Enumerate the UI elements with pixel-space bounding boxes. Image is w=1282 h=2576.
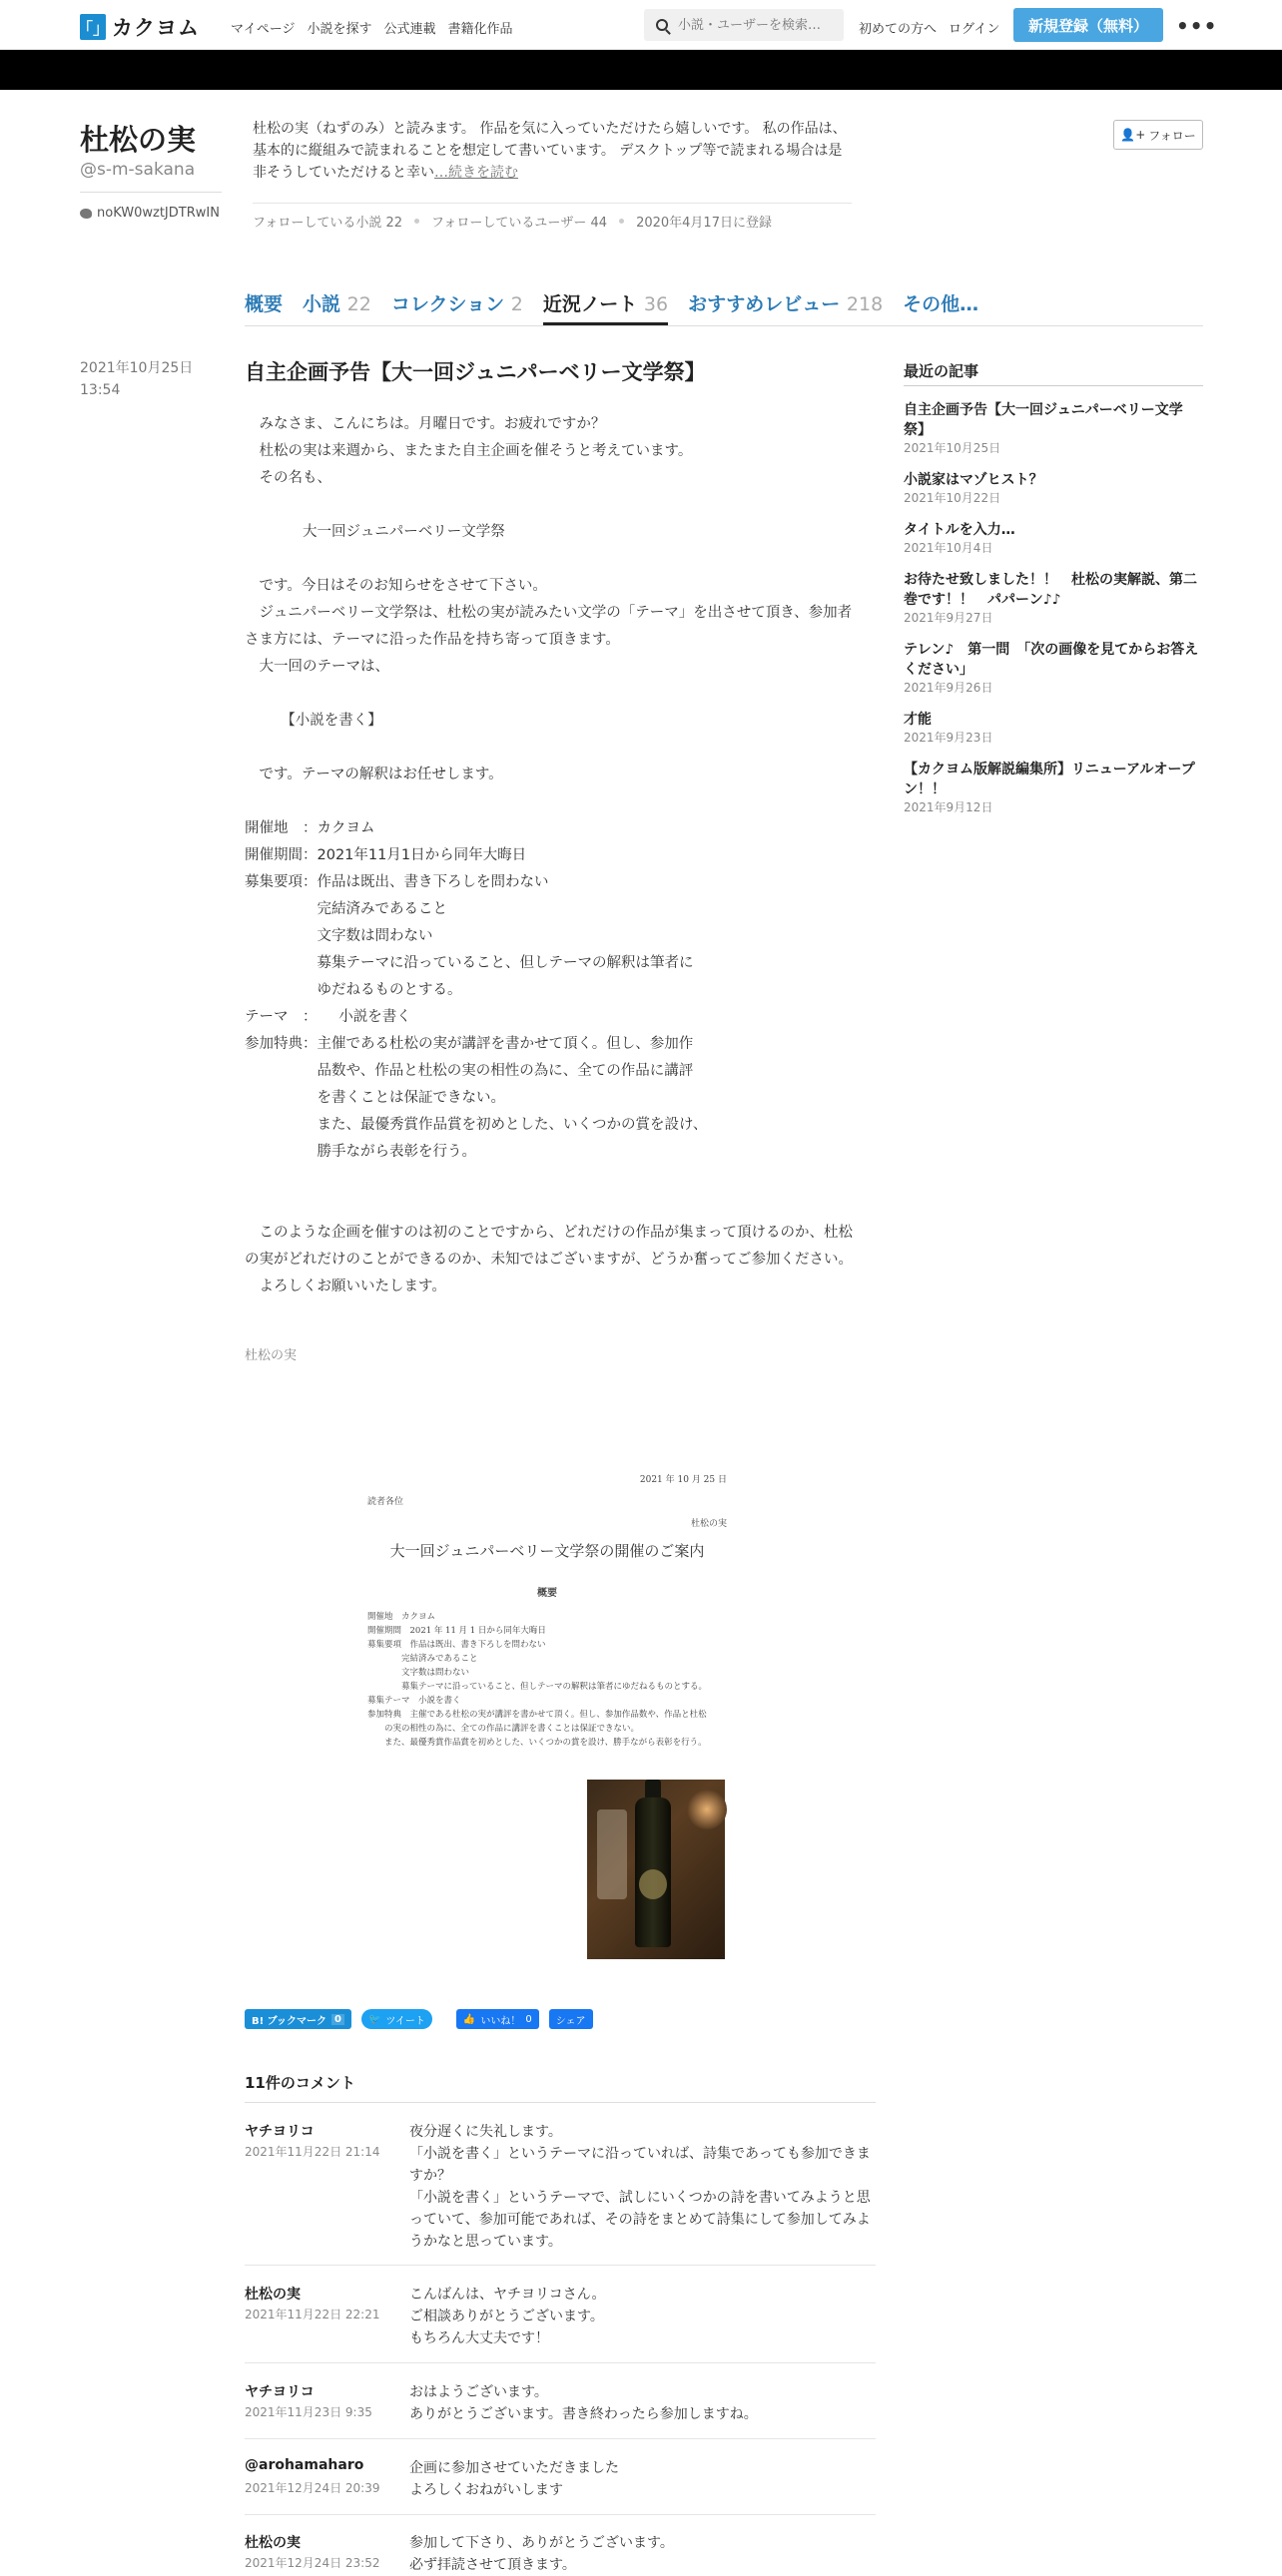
comment-text: こんばんは、ヤチヨリコさん。 ご相談ありがとうございます。 もちろん大丈夫です！	[409, 2287, 606, 2346]
article-paragraph: ゆだねるものとする。	[245, 982, 462, 998]
comment-item	[245, 2284, 876, 2363]
follow-button[interactable]	[1113, 120, 1203, 150]
article-paragraph	[245, 546, 854, 573]
comment-date: 2021年11月22日 22:21	[245, 2308, 380, 2321]
article-paragraph	[245, 492, 854, 519]
comment-text: 企画に参加させていただきました よろしくおねがいします	[409, 2460, 619, 2498]
facebook-share-button[interactable]: シェア	[549, 2009, 593, 2029]
article-paragraph: みなさま、こんにちは。月曜日です。お疲れですか？	[245, 416, 606, 432]
site-header	[0, 0, 1282, 50]
doc-recipient: 読者各位	[367, 1497, 404, 1507]
recent-posts-divider	[904, 385, 1203, 386]
comment-date: 2021年11月23日 9:35	[245, 2405, 372, 2419]
joined-date: 2020年4月17日に登録	[636, 216, 772, 231]
twitter-icon	[80, 209, 92, 219]
comment-date: 2021年11月22日 21:14	[245, 2145, 380, 2159]
search-box[interactable]	[644, 9, 844, 41]
like-count: 0	[525, 2013, 532, 2025]
profile-handle: @s-m-sakana	[80, 160, 196, 180]
article-paragraph: 開催地 ：カクヨム	[245, 820, 375, 836]
article-paragraph: 【小説を書く】	[245, 713, 382, 729]
follow-label: フォロー	[1148, 128, 1196, 143]
article-date-time: 13:54	[80, 382, 121, 398]
doc-details: 開催地 カクヨム 開催期間 2021 年 11 月 1 日から同年大晦日 募集要項 作品は既出、書き下ろしを問わない 完結済みであること 文字数は問わない 募集テーマに沿っていること、但しテーマの解釈は筆者にゆだねるものとする。 募集テーマ 小説を書く 参加特典 主催である杜松の実が講評を書かせて頂く。但し、参加作品数や、作品と杜松 の実の相性の為に、全ての作品に講評を書くことは保証できない。 また、最優秀賞作品賞を初めとした、いくつかの賞を設け、勝手ながら表彰を行う。	[367, 1612, 708, 1748]
article-paragraph: ジュニパーベリー文学祭は、杜松の実が読みたい文学の「テーマ」を出させて頂き、参加者さま方には、テーマに沿った作品を持ち寄って頂きます。	[245, 605, 853, 648]
recent-post-title: 自主企画予告【大一回ジュニパーベリー文学祭】	[904, 402, 1183, 438]
doc-sender: 杜松の実	[690, 1519, 727, 1529]
article-paragraph: 品数や、作品と杜松の実の相性の為に、全ての作品に講評	[245, 1063, 694, 1079]
comment-date: 2021年12月24日 23:52	[245, 2556, 380, 2570]
profile-cover	[0, 50, 1282, 90]
article-paragraph: 杜松の実は来週から、またまた自主企画を催そうと考えています。	[245, 443, 693, 459]
comment-item	[245, 2381, 876, 2439]
article-paragraph: 開催期間：2021年11月1日から同年大晦日	[245, 847, 527, 863]
tab-reviews[interactable]: おすすめレビュー 218	[688, 293, 884, 315]
social-buttons	[245, 2009, 593, 2029]
article-paragraph	[245, 735, 854, 762]
more-menu-icon[interactable]: •••	[1176, 14, 1218, 38]
recent-post-item[interactable]	[904, 520, 1203, 556]
tab-overview[interactable]: 概要	[245, 293, 284, 315]
article-paragraph: です。今日はそのお知らせをさせて下さい。	[245, 578, 547, 594]
following-novels[interactable]: フォローしている小説 22	[253, 216, 403, 231]
nav-find-novels[interactable]: 小説を探す	[307, 22, 372, 37]
like-label: いいね！	[480, 2015, 521, 2027]
comment-text: 夜分遅くに失礼します。 「小説を書く」というテーマに沿っていれば、詩集であっても参加できますか？ 「小説を書く」というテーマで、試しにいくつかの詩を書いてみようと思っていて、参加可能であれば、その詩をまとめて詩集にして参加してみようかなと思っています。	[409, 2124, 871, 2250]
site-logo[interactable]	[77, 12, 200, 42]
recent-post-item[interactable]	[904, 570, 1203, 626]
recent-post-title: お待たせ致しました！！ 杜松の実解説、第二巻です！！ パパーン♪♪	[904, 572, 1197, 608]
recent-post-title: タイトルを入力…	[904, 522, 1015, 538]
hatena-count: 0	[331, 2014, 344, 2025]
doc-date: 2021 年 10 月 25 日	[639, 1475, 727, 1485]
lamp-shape	[687, 1790, 727, 1829]
article-paragraph: また、最優秀賞作品賞を初めとした、いくつかの賞を設け、	[245, 1117, 708, 1133]
comment-author[interactable]: @arohamaharo	[245, 2457, 364, 2473]
comment-item	[245, 2121, 876, 2266]
twitter-bird-icon: 🐦	[367, 2013, 381, 2025]
profile-stats	[253, 212, 772, 231]
logo-text: カクヨム	[112, 16, 200, 40]
announcement-image	[367, 1462, 727, 1966]
twitter-handle: noKW0wztJDTRwIN	[97, 206, 220, 221]
recent-post-title: 【カクヨム版解説編集所】リニューアルオープン！！	[904, 762, 1195, 797]
article-paragraph: 参加特典：主催である杜松の実が講評を書かせて頂く。但し、参加作	[245, 1036, 694, 1052]
intro-text: 杜松の実（ねずのみ）と読みます。 作品を気に入っていただけたら嬉しいです。 私の作品は、基本的に縦組みで読まれることを想定して書いています。 デスクトップ等で読まれる場合は是非そうしていただけると幸い	[253, 121, 847, 181]
profile-intro	[253, 118, 852, 184]
comment-text: 参加して下さり、ありがとうございます。 必ず拝読させて頂きます。	[409, 2535, 674, 2573]
tab-updates[interactable]: 近況ノート 36	[543, 289, 668, 325]
recent-post-title: 小説家はマゾヒスト？	[904, 472, 1043, 488]
comment-author[interactable]: ヤチヨリコ	[245, 2124, 315, 2140]
comment-author[interactable]: ヤチヨリコ	[245, 2384, 315, 2400]
recent-post-item[interactable]	[904, 710, 1203, 746]
article-paragraph: よろしくお願いいたします。	[245, 1279, 446, 1294]
separator-dot	[414, 219, 419, 224]
comment-item	[245, 2532, 876, 2573]
facebook-like-button[interactable]	[456, 2009, 539, 2029]
article-title: 自主企画予告【大一回ジュニパーベリー文学祭】	[245, 360, 706, 384]
separator-dot	[619, 219, 624, 224]
article-paragraph: その名も、	[245, 470, 331, 486]
recent-posts-title: 最近の記事	[904, 362, 979, 380]
hatena-bookmark-button[interactable]	[245, 2009, 351, 2029]
doc-title: 大一回ジュニパーベリー文学祭の開催のご案内	[389, 1542, 705, 1560]
recent-posts-list	[904, 400, 1203, 829]
article-date-day: 2021年10月25日	[80, 360, 194, 376]
article-paragraph: 大一回のテーマは、	[245, 659, 389, 675]
twitter-link[interactable]	[80, 206, 220, 221]
article-paragraph	[245, 788, 854, 815]
thumbs-up-icon: 👍	[462, 2013, 476, 2025]
comments-title: 11件のコメント	[245, 2074, 355, 2092]
recent-post-item[interactable]	[904, 640, 1203, 696]
article-paragraph: テーマ ： 小説を書く	[245, 1009, 411, 1025]
nav-published-works[interactable]: 書籍化作品	[447, 22, 513, 37]
recent-post-date: 2021年9月12日	[904, 800, 993, 814]
intro-divider	[253, 203, 852, 204]
recent-post-item[interactable]	[904, 400, 1203, 456]
profile-name[interactable]: 杜松の実	[80, 123, 197, 157]
logo-mark: 「」	[80, 14, 106, 40]
tabs-divider	[245, 325, 1203, 326]
article-paragraph: 募集テーマに沿っていること、但しテーマの解釈は筆者に	[245, 955, 694, 971]
recent-post-date: 2021年9月27日	[904, 611, 993, 625]
following-users[interactable]: フォローしているユーザー 44	[431, 216, 608, 231]
bottle-label	[639, 1869, 667, 1899]
intro-read-more[interactable]: …続きを読む	[434, 165, 518, 181]
article-signature[interactable]: 杜松の実	[245, 1348, 298, 1363]
article-paragraph: 勝手ながら表彰を行う。	[245, 1144, 476, 1160]
article-paragraph	[245, 1193, 854, 1220]
article-paragraph	[245, 1166, 854, 1193]
comment-date: 2021年12月24日 20:39	[245, 2481, 380, 2495]
recent-post-item[interactable]	[904, 470, 1203, 506]
recent-post-date: 2021年10月4日	[904, 541, 993, 555]
search-icon	[656, 19, 668, 31]
tab-more[interactable]: その他…	[903, 293, 979, 315]
tab-novels[interactable]: 小説 22	[303, 293, 371, 315]
recent-post-date: 2021年10月25日	[904, 441, 1001, 455]
article-paragraph: 完結済みであること	[245, 901, 447, 917]
recent-post-date: 2021年10月22日	[904, 491, 1001, 505]
tweet-label: ツイート	[385, 2015, 425, 2027]
recent-post-date: 2021年9月23日	[904, 731, 993, 745]
comment-author[interactable]: 杜松の実	[245, 2535, 301, 2551]
recent-post-title: テレン♪ 第一問 「次の画像を見てからお答えください」	[904, 642, 1199, 678]
article-paragraph: 大一回ジュニパーベリー文学祭	[245, 524, 505, 540]
search-input[interactable]	[678, 18, 838, 33]
article-paragraph	[245, 681, 854, 708]
nav-official-series[interactable]: 公式連載	[383, 22, 436, 37]
article-paragraph: を書くことは保証できない。	[245, 1090, 505, 1106]
doc-subtitle: 概要	[537, 1588, 557, 1599]
beginner-link[interactable]: 初めての方へ	[859, 22, 938, 37]
article-paragraph: このような企画を催すのは初のことですから、どれだけの作品が集まって頂けるのか、杜松の実がどれだけのことができるのか、未知ではございますが、どうか奮ってご参加ください。	[245, 1225, 853, 1268]
hatena-label: B! ブックマーク	[252, 2015, 326, 2027]
login-link[interactable]: ログイン	[949, 22, 1000, 37]
nav-mypage[interactable]: マイページ	[231, 22, 296, 37]
article-body	[245, 411, 854, 1300]
recent-post-item[interactable]	[904, 760, 1203, 815]
tweet-button[interactable]	[361, 2009, 432, 2029]
comment-author[interactable]: 杜松の実	[245, 2287, 301, 2303]
bottle-photo	[587, 1780, 725, 1959]
profile-divider	[80, 192, 222, 193]
article-date	[80, 357, 193, 401]
article-paragraph: です。テーマの解釈はお任せします。	[245, 767, 503, 782]
article-paragraph: 文字数は問わない	[245, 928, 433, 944]
tab-collections[interactable]: コレクション 2	[390, 293, 523, 315]
main-nav	[231, 18, 513, 37]
recent-post-date: 2021年9月26日	[904, 681, 993, 695]
profile-tabs	[245, 289, 978, 325]
comments-divider	[245, 2102, 876, 2103]
recent-post-title: 才能	[904, 712, 932, 728]
comment-item	[245, 2457, 876, 2515]
glass-shape	[597, 1809, 627, 1899]
add-user-icon: 👤+	[1120, 128, 1146, 142]
article-paragraph: 募集要項：作品は既出、書き下ろしを問わない	[245, 874, 549, 890]
signup-button[interactable]: 新規登録（無料）	[1013, 8, 1163, 42]
comment-text: おはようございます。 ありがとうございます。書き終わったら参加しますね。	[409, 2384, 758, 2422]
